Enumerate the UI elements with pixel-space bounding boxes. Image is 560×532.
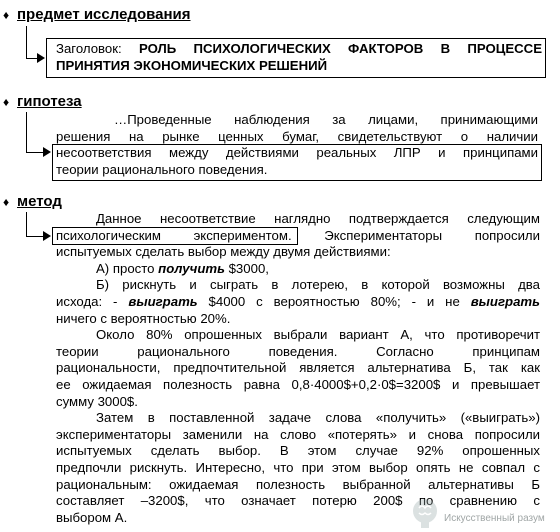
text-line: исхода: - выиграть $4000 с вероятностью 80%; - и не выиграть xyxy=(56,293,540,309)
brain-head-icon xyxy=(408,496,442,530)
option-a: А) просто получить $3000, xyxy=(96,260,269,276)
connector-line xyxy=(26,212,27,236)
connector-line xyxy=(26,26,27,58)
section-heading-subject: предмет исследования xyxy=(17,6,191,23)
text-line: составляет –3200$, что означает потерю 200$ по сравнению с xyxy=(56,493,540,509)
title-text xyxy=(56,41,542,74)
text-line: выбором А. xyxy=(56,509,128,525)
option-b: Б) рискнуть и сыграть в лотерею, в которой возможны два xyxy=(96,277,540,293)
text-line: предпочли рискнуть. Интересно, что при этом выбор опять не совпал с xyxy=(56,459,540,475)
arrow-icon xyxy=(43,147,51,157)
text-line: …Проведенные наблюдения за лицами, принимающими xyxy=(114,112,538,127)
text-line: решения на рынке ценных бумаг, свидетельствуют о наличии xyxy=(56,128,538,144)
text-line: рациональным: ожидаемая полезность выбранной альтернативы Б xyxy=(56,476,540,492)
experiment-highlight: психологическим экспериментом xyxy=(56,227,288,243)
watermark-text: Искусственный разум xyxy=(444,513,545,524)
arrow-icon xyxy=(43,231,51,241)
text-line: психологическим экспериментом. Экспериментаторы попросили xyxy=(56,227,540,243)
text-line: Около 80% опрошенных выбрали вариант А, что противоречит xyxy=(96,327,540,343)
text-line: рациональности, предпочтительной является альтернатива Б, так как xyxy=(56,360,540,376)
text-line: ее ожидаемая полезность равна 0,8·4000$+0,2·0$=3200$ и превышает xyxy=(56,376,540,392)
text-line: теории рационального поведения. xyxy=(56,161,268,177)
title-line: РОЛЬ ПСИХОЛОГИЧЕСКИХ ФАКТОРОВ В ПРОЦЕССЕ xyxy=(138,41,543,56)
text-line: испытуемых сделать выбор между двумя действиями: xyxy=(56,244,391,260)
title-line: ПРИНЯТИЯ ЭКОНОМИЧЕСКИХ РЕШЕНИЙ xyxy=(56,57,328,73)
title-label: Заголовок: xyxy=(56,41,122,56)
text-line: экспериментаторы заменили на слово «потерять» и снова попросили xyxy=(56,426,540,442)
text-line: испытуемых сделать выбор. В этом случае 92% опрошенных xyxy=(56,443,540,459)
arrow-icon xyxy=(37,53,45,63)
bullet-icon: ♦ xyxy=(3,95,10,109)
text-line: Затем в поставленной задаче слова «получить» («выиграть») xyxy=(96,410,540,426)
method-text xyxy=(56,211,540,526)
hypothesis-text xyxy=(56,112,538,178)
section-heading-hypothesis: гипотеза xyxy=(17,93,82,110)
section-heading-method: метод xyxy=(17,193,62,210)
text-line: несоответствия между действиями реальных ЛПР и принципами xyxy=(56,145,538,161)
bullet-icon: ♦ xyxy=(3,8,10,22)
watermark xyxy=(408,496,558,530)
text-line: Данное несоответствие наглядно подтверждается следующим xyxy=(96,211,540,226)
text-line: ничего с вероятностью 20%. xyxy=(56,310,231,326)
connector-line xyxy=(26,112,27,152)
text-line: теории рационального поведения. Согласно принципам xyxy=(56,343,540,359)
bullet-icon: ♦ xyxy=(3,195,10,209)
text-line: сумму 3000$. xyxy=(56,393,138,409)
